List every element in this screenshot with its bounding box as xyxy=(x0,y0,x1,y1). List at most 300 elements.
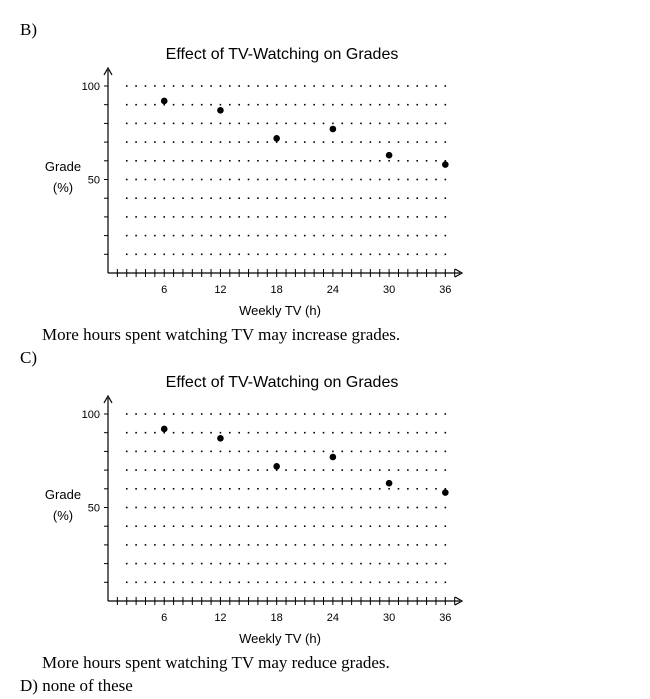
grid-dot xyxy=(266,563,268,565)
grid-dot xyxy=(435,582,437,584)
x-tick-label: 12 xyxy=(214,612,227,624)
grid-dot xyxy=(257,216,259,218)
grid-dot xyxy=(426,216,428,218)
grid-dot xyxy=(248,141,250,143)
grid-dot xyxy=(210,160,212,162)
grid-dot xyxy=(154,432,156,434)
grid-dot xyxy=(332,525,334,527)
grid-dot xyxy=(163,525,165,527)
y-ticks xyxy=(82,409,108,582)
grid-dot xyxy=(257,544,259,546)
grid-dot xyxy=(445,179,447,181)
x-tick-label: 18 xyxy=(270,612,283,624)
grid-dot xyxy=(435,413,437,415)
grid-dot xyxy=(257,413,259,415)
grid-dot xyxy=(370,123,372,125)
grid-dot xyxy=(210,85,212,87)
grid-dot xyxy=(238,254,240,256)
grid-dot xyxy=(435,469,437,471)
grid-dot xyxy=(248,235,250,237)
grid-dot xyxy=(192,432,194,434)
x-tick-label: 36 xyxy=(439,284,452,296)
grid-dot xyxy=(257,141,259,143)
grid-dot xyxy=(276,525,278,527)
grid-dot xyxy=(285,123,287,125)
grid-dot xyxy=(192,235,194,237)
grid-dot xyxy=(257,563,259,565)
grid-dot xyxy=(398,451,400,453)
grid-dot xyxy=(360,141,362,143)
grid-dot xyxy=(192,544,194,546)
grid-dot xyxy=(360,216,362,218)
grid-dot xyxy=(276,582,278,584)
grid-dot xyxy=(360,254,362,256)
grid-dot xyxy=(407,544,409,546)
data-point xyxy=(217,107,224,114)
grid-dot xyxy=(248,469,250,471)
grid-dot xyxy=(154,451,156,453)
grid-dot xyxy=(154,469,156,471)
grid-dot xyxy=(238,525,240,527)
grid-dot xyxy=(313,179,315,181)
grid-dot xyxy=(229,432,231,434)
data-points xyxy=(161,98,449,168)
grid-dot xyxy=(360,469,362,471)
grid-dot xyxy=(210,254,212,256)
data-point xyxy=(161,426,168,433)
grid-dot xyxy=(304,254,306,256)
grid-dot xyxy=(426,563,428,565)
grid-dot xyxy=(323,451,325,453)
grid-dot xyxy=(426,179,428,181)
grid-dot xyxy=(163,141,165,143)
grid-dot xyxy=(229,451,231,453)
grid-dot xyxy=(341,582,343,584)
grid-dot xyxy=(426,104,428,106)
grid-dot xyxy=(295,582,297,584)
grid-dot xyxy=(388,544,390,546)
grid-dot xyxy=(398,216,400,218)
grid-dot xyxy=(182,104,184,106)
grid-dot xyxy=(445,525,447,527)
grid-dot xyxy=(435,525,437,527)
grid-dot xyxy=(388,563,390,565)
grid-dot xyxy=(388,216,390,218)
grid-dot xyxy=(126,544,128,546)
grid-dot xyxy=(351,216,353,218)
grid-dot xyxy=(266,488,268,490)
grid-dot xyxy=(407,469,409,471)
grid-dot xyxy=(182,197,184,199)
grid-dot xyxy=(145,85,147,87)
grid-dot xyxy=(220,413,222,415)
grid-dot xyxy=(398,254,400,256)
grid-dot xyxy=(276,235,278,237)
grid-dot xyxy=(210,582,212,584)
grid-dot xyxy=(304,141,306,143)
option-c-statement: More hours spent watching TV may reduce grades. xyxy=(42,653,390,672)
grid-dot xyxy=(445,235,447,237)
grid-dot xyxy=(379,235,381,237)
grid-dot xyxy=(388,525,390,527)
grid-dot xyxy=(135,197,137,199)
grid-dot xyxy=(445,197,447,199)
grid-dot xyxy=(285,563,287,565)
grid-dot xyxy=(285,582,287,584)
grid-dot xyxy=(416,563,418,565)
grid-dot xyxy=(388,469,390,471)
grid-dot xyxy=(351,160,353,162)
grid-dot xyxy=(304,432,306,434)
grid-dot xyxy=(351,254,353,256)
grid-dot xyxy=(285,432,287,434)
grid-dot xyxy=(445,123,447,125)
grid-dot xyxy=(220,525,222,527)
grid-dot xyxy=(173,432,175,434)
grid-dot xyxy=(248,104,250,106)
grid-dot xyxy=(229,254,231,256)
grid-dot xyxy=(416,123,418,125)
grid-dot xyxy=(304,451,306,453)
x-tick-label: 24 xyxy=(326,284,340,296)
grid-dot xyxy=(407,216,409,218)
grid-dot xyxy=(407,141,409,143)
data-point xyxy=(330,454,337,461)
grid-dot xyxy=(351,582,353,584)
grid-dot xyxy=(163,488,165,490)
grid-dot xyxy=(388,413,390,415)
grid-dots xyxy=(126,413,446,583)
grid-dot xyxy=(201,469,203,471)
grid-dot xyxy=(426,160,428,162)
grid-dot xyxy=(295,525,297,527)
grid-dot xyxy=(379,582,381,584)
grid-dot xyxy=(332,544,334,546)
grid-dot xyxy=(220,254,222,256)
grid-dot xyxy=(304,104,306,106)
grid-dot xyxy=(229,235,231,237)
grid-dot xyxy=(145,104,147,106)
grid-dot xyxy=(210,544,212,546)
grid-dot xyxy=(266,216,268,218)
grid-dot xyxy=(145,582,147,584)
grid-dot xyxy=(238,563,240,565)
grid-dot xyxy=(360,432,362,434)
grid-dot xyxy=(126,216,128,218)
grid-dot xyxy=(398,85,400,87)
grid-dot xyxy=(210,432,212,434)
grid-dot xyxy=(135,469,137,471)
grid-dot xyxy=(398,160,400,162)
grid-dot xyxy=(351,488,353,490)
grid-dot xyxy=(163,469,165,471)
grid-dot xyxy=(163,160,165,162)
grid-dot xyxy=(351,123,353,125)
grid-dot xyxy=(388,582,390,584)
grid-dot xyxy=(145,488,147,490)
grid-dot xyxy=(407,254,409,256)
data-point xyxy=(386,152,393,159)
grid-dot xyxy=(126,235,128,237)
grid-dot xyxy=(201,197,203,199)
grid-dot xyxy=(276,451,278,453)
grid-dot xyxy=(445,563,447,565)
grid-dot xyxy=(201,432,203,434)
grid-dot xyxy=(248,85,250,87)
grid-dot xyxy=(173,141,175,143)
grid-dot xyxy=(201,544,203,546)
grid-dot xyxy=(229,85,231,87)
grid-dot xyxy=(323,160,325,162)
grid-dot xyxy=(238,488,240,490)
grid-dot xyxy=(276,254,278,256)
grid-dot xyxy=(220,563,222,565)
grid-dot xyxy=(388,160,390,162)
grid-dot xyxy=(135,413,137,415)
grid-dot xyxy=(416,488,418,490)
grid-dot xyxy=(126,507,128,509)
grid-dot xyxy=(426,235,428,237)
grid-dot xyxy=(248,488,250,490)
grid-dot xyxy=(304,179,306,181)
grid-dot xyxy=(295,123,297,125)
grid-dot xyxy=(210,507,212,509)
grid-dot xyxy=(341,544,343,546)
grid-dot xyxy=(304,469,306,471)
grid-dot xyxy=(426,85,428,87)
grid-dot xyxy=(266,525,268,527)
grid-dot xyxy=(182,123,184,125)
grid-dot xyxy=(416,160,418,162)
grid-dot xyxy=(370,451,372,453)
grid-dot xyxy=(257,160,259,162)
grid-dot xyxy=(323,216,325,218)
grid-dot xyxy=(407,197,409,199)
grid-dot xyxy=(379,469,381,471)
grid-dot xyxy=(341,525,343,527)
grid-dot xyxy=(182,141,184,143)
scatter-chart-c xyxy=(0,366,650,648)
grid-dot xyxy=(192,104,194,106)
grid-dot xyxy=(126,469,128,471)
grid-dot xyxy=(285,85,287,87)
grid-dot xyxy=(126,432,128,434)
grid-dot xyxy=(295,451,297,453)
y-tick-label: 100 xyxy=(81,409,100,421)
grid-dot xyxy=(332,413,334,415)
grid-dot xyxy=(201,160,203,162)
grid-dot xyxy=(238,469,240,471)
grid-dot xyxy=(398,179,400,181)
data-points xyxy=(161,426,449,496)
grid-dot xyxy=(388,85,390,87)
grid-dot xyxy=(445,432,447,434)
grid-dot xyxy=(135,235,137,237)
grid-dot xyxy=(388,197,390,199)
grid-dot xyxy=(285,104,287,106)
grid-dot xyxy=(135,507,137,509)
grid-dot xyxy=(360,563,362,565)
grid-dot xyxy=(426,525,428,527)
grid-dot xyxy=(351,197,353,199)
grid-dot xyxy=(220,141,222,143)
grid-dot xyxy=(416,507,418,509)
grid-dot xyxy=(295,507,297,509)
grid-dot xyxy=(173,413,175,415)
grid-dot xyxy=(360,104,362,106)
grid-dot xyxy=(370,544,372,546)
grid-dot xyxy=(323,432,325,434)
grid-dot xyxy=(285,451,287,453)
grid-dot xyxy=(238,413,240,415)
grid-dot xyxy=(163,451,165,453)
grid-dot xyxy=(323,544,325,546)
grid-dot xyxy=(370,413,372,415)
grid-dot xyxy=(379,432,381,434)
grid-dot xyxy=(388,123,390,125)
grid-dot xyxy=(435,451,437,453)
grid-dot xyxy=(313,216,315,218)
grid-dot xyxy=(332,451,334,453)
grid-dot xyxy=(445,141,447,143)
grid-dot xyxy=(435,141,437,143)
grid-dot xyxy=(304,525,306,527)
grid-dot xyxy=(332,432,334,434)
grid-dot xyxy=(220,507,222,509)
grid-dot xyxy=(201,525,203,527)
grid-dot xyxy=(351,544,353,546)
grid-dot xyxy=(220,488,222,490)
grid-dot xyxy=(370,563,372,565)
grid-dot xyxy=(351,525,353,527)
grid-dot xyxy=(192,160,194,162)
grid-dot xyxy=(126,141,128,143)
grid-dot xyxy=(416,235,418,237)
grid-dot xyxy=(285,141,287,143)
grid-dot xyxy=(285,488,287,490)
grid-dot xyxy=(220,216,222,218)
grid-dot xyxy=(192,179,194,181)
x-tick-label: 36 xyxy=(439,612,452,624)
grid-dot xyxy=(220,123,222,125)
grid-dot xyxy=(388,488,390,490)
grid-dot xyxy=(126,451,128,453)
grid-dot xyxy=(285,216,287,218)
grid-dot xyxy=(229,160,231,162)
grid-dot xyxy=(426,413,428,415)
grid-dot xyxy=(416,544,418,546)
data-point xyxy=(386,480,393,487)
grid-dot xyxy=(266,432,268,434)
grid-dot xyxy=(351,413,353,415)
grid-dot xyxy=(266,160,268,162)
grid-dot xyxy=(351,507,353,509)
grid-dot xyxy=(126,254,128,256)
grid-dot xyxy=(126,123,128,125)
grid-dot xyxy=(145,254,147,256)
grid-dot xyxy=(341,216,343,218)
grid-dot xyxy=(163,179,165,181)
grid-dot xyxy=(201,488,203,490)
grid-dot xyxy=(370,104,372,106)
grid-dot xyxy=(304,197,306,199)
grid-dot xyxy=(379,216,381,218)
grid-dot xyxy=(266,469,268,471)
grid-dot xyxy=(332,141,334,143)
y-axis-label-line1: Grade xyxy=(44,159,82,174)
grid-dot xyxy=(173,544,175,546)
grid-dot xyxy=(295,197,297,199)
grid-dot xyxy=(416,413,418,415)
grid-dot xyxy=(304,413,306,415)
grid-dot xyxy=(154,582,156,584)
grid-dot xyxy=(135,254,137,256)
chart-title: Effect of TV-Watching on Grades xyxy=(165,46,399,63)
grid-dot xyxy=(163,123,165,125)
grid-dot xyxy=(210,179,212,181)
grid-dot xyxy=(426,544,428,546)
grid-dot xyxy=(295,235,297,237)
grid-dot xyxy=(313,197,315,199)
grid-dot xyxy=(313,563,315,565)
data-point xyxy=(442,489,449,496)
grid-dot xyxy=(426,254,428,256)
grid-dot xyxy=(192,507,194,509)
grid-dot xyxy=(173,235,175,237)
grid-dot xyxy=(229,123,231,125)
grid-dot xyxy=(360,85,362,87)
grid-dot xyxy=(360,413,362,415)
grid-dot xyxy=(154,216,156,218)
grid-dot xyxy=(276,197,278,199)
grid-dot xyxy=(360,582,362,584)
grid-dot xyxy=(379,563,381,565)
grid-dot xyxy=(295,488,297,490)
grid-dot xyxy=(370,141,372,143)
grid-dot xyxy=(135,141,137,143)
grid-dot xyxy=(182,563,184,565)
grid-dot xyxy=(332,488,334,490)
grid-dot xyxy=(341,254,343,256)
grid-dot xyxy=(426,141,428,143)
grid-dot xyxy=(304,123,306,125)
grid-dot xyxy=(257,179,259,181)
grid-dot xyxy=(407,123,409,125)
grid-dot xyxy=(445,451,447,453)
grid-dot xyxy=(276,413,278,415)
grid-dot xyxy=(304,85,306,87)
grid-dot xyxy=(238,507,240,509)
grid-dot xyxy=(182,544,184,546)
grid-dot xyxy=(220,451,222,453)
grid-dot xyxy=(229,507,231,509)
x-tick-label: 30 xyxy=(382,284,396,296)
grid-dot xyxy=(407,104,409,106)
x-axis-label: Weekly TV (h) xyxy=(239,303,321,318)
grid-dot xyxy=(341,179,343,181)
grid-dot xyxy=(379,254,381,256)
grid-dot xyxy=(248,451,250,453)
grid-dot xyxy=(416,432,418,434)
grid-dot xyxy=(229,582,231,584)
grid-dot xyxy=(182,582,184,584)
grid-dot xyxy=(126,488,128,490)
grid-dot xyxy=(266,235,268,237)
grid-dot xyxy=(154,525,156,527)
grid-dot xyxy=(238,141,240,143)
grid-dot xyxy=(285,525,287,527)
grid-dot xyxy=(388,179,390,181)
